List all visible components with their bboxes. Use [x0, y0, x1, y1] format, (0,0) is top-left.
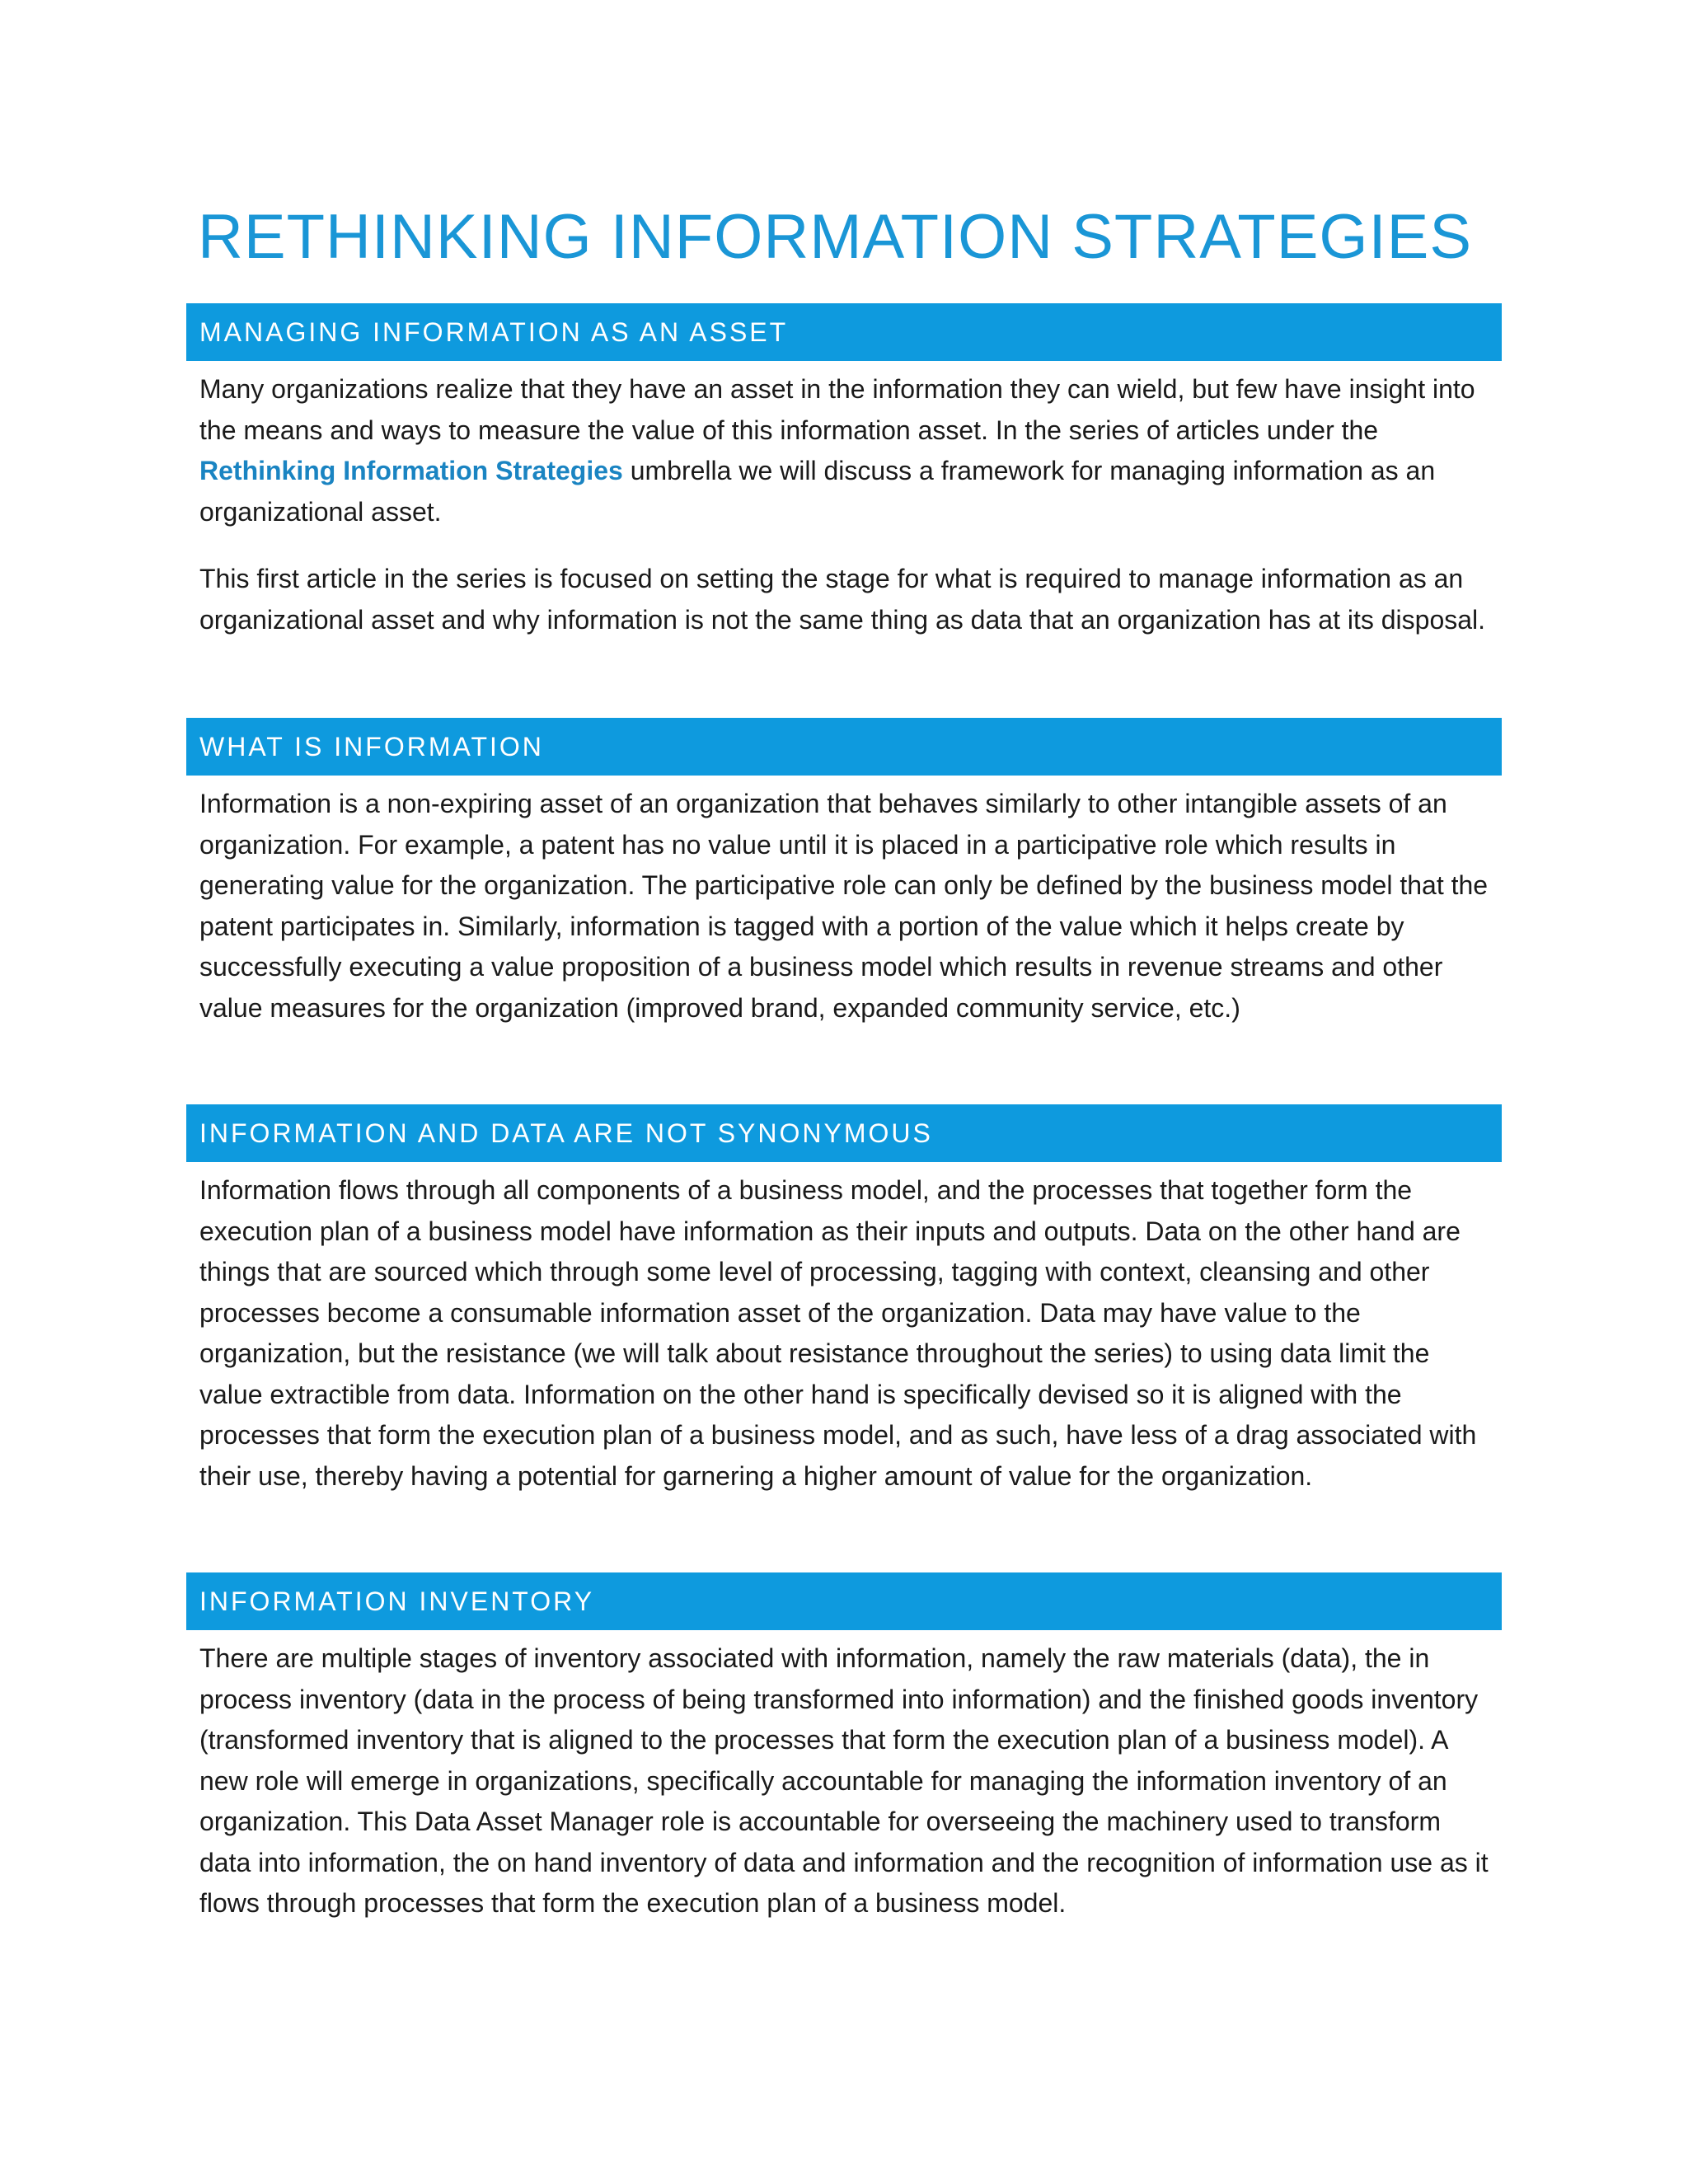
section-heading: MANAGING INFORMATION AS AN ASSET [186, 303, 1502, 361]
section-information-inventory [186, 1572, 1502, 1924]
series-link[interactable]: Rethinking Information Strategies [199, 456, 623, 485]
paragraph: There are multiple stages of inventory associated with information, namely the raw materials (data), the in process inventory (data in the process of being transformed into information) and the finished goods inventory (transformed inventory that is aligned to the processes that form the execution plan of a business model). A new role will emerge in organizations, specifically accountable for managing the information inventory of an organization. This Data Asset Manager role is accountable for overseeing the machinery used to transform data into information, the on hand inventory of data and information and the recognition of information use as it flows through processes that form the execution plan of a business model. [199, 1643, 1489, 1918]
section-heading: INFORMATION AND DATA ARE NOT SYNONYMOUS [186, 1104, 1502, 1162]
section-heading: INFORMATION INVENTORY [186, 1572, 1502, 1630]
section-heading: WHAT IS INFORMATION [186, 718, 1502, 776]
section-information-and-data [186, 1104, 1502, 1497]
paragraph-text: Many organizations realize that they have an asset in the information they can wield, but few have insight into the means and ways to measure the value of this information asset. In the series of articles under the [199, 374, 1475, 445]
section-what-is-information [186, 718, 1502, 1029]
paragraph [186, 369, 1502, 532]
paragraph: This first article in the series is focused on setting the stage for what is required to manage information as an organizational asset and why information is not the same thing as data that an organization has at its disposal. [199, 564, 1486, 635]
page-title: RETHINKING INFORMATION STRATEGIES [198, 202, 1473, 272]
paragraph: Information is a non-expiring asset of an organization that behaves similarly to other intangible assets of an organization. For example, a patent has no value until it is placed in a participative role which results in generating value for the organization. The participative role can only be defined by the business model that the patent participates in. Similarly, information is tagged with a portion of the value which it helps create by successfully executing a value proposition of a business model which results in revenue streams and other value measures for the organization (improved brand, expanded community service, etc.) [199, 789, 1489, 1023]
section-managing-information [186, 303, 1502, 640]
paragraph: Information flows through all components of a business model, and the processes that together form the execution plan of a business model have information as their inputs and outputs. Data on the other hand are things that are sourced which through some level of processing, tagging with context, cleansing and other processes become a consumable information asset of the organization. Data may have value to the organization, but the resistance (we will talk about resistance throughout the series) to using data limit the value extractible from data. Information on the other hand is specifically devised so it is aligned with the processes that form the execution plan of a business model, and as such, have less of a drag associated with their use, thereby having a potential for garnering a higher amount of value for the organization. [199, 1175, 1477, 1491]
paragraph-text: umbrella we will discuss a framework for managing information as an organizational asset. [199, 456, 1436, 527]
